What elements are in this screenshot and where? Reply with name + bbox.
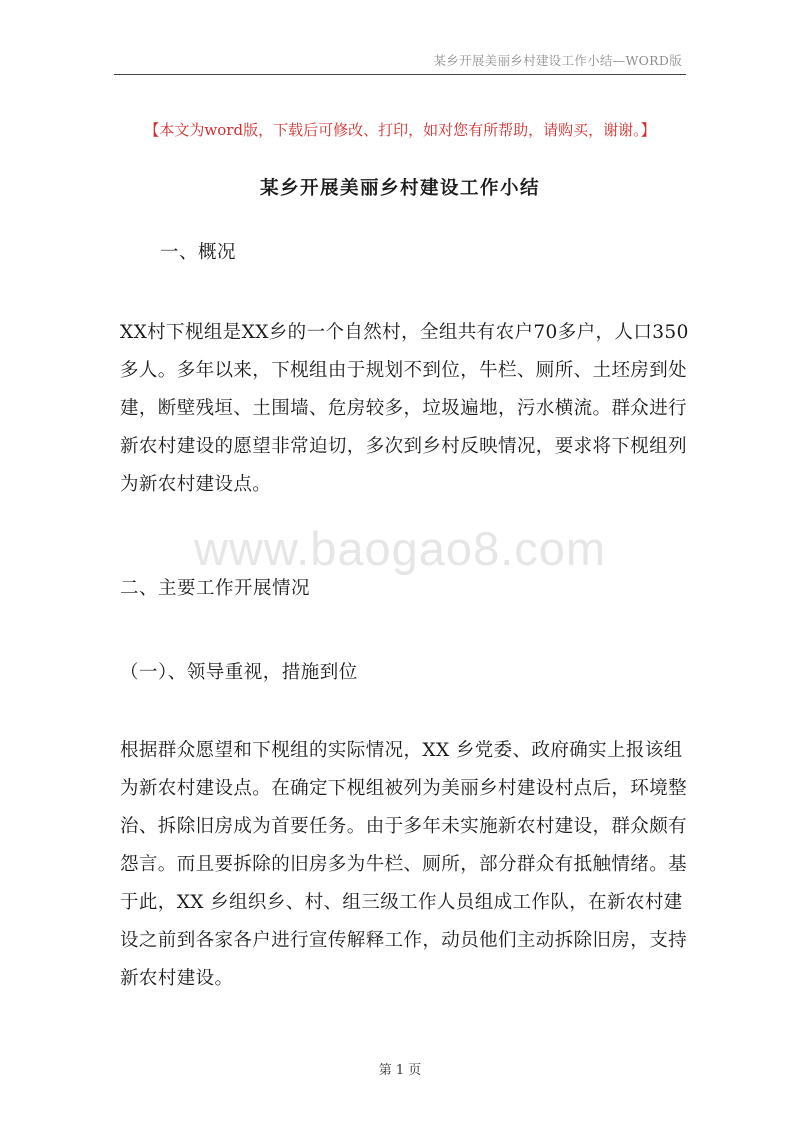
paragraph-line: 为新农村建设点。 — [120, 474, 272, 495]
paragraph-line: 建，断壁残垣、土围墙、危房较多，垃圾遍地，污水横流。群众进行 — [120, 398, 688, 419]
document-title: 某乡开展美丽乡村建设工作小结 — [259, 178, 540, 199]
overview-paragraph — [120, 314, 690, 504]
paragraph-line: 治、拆除旧房成为首要任务。由于多年未实施新农村建设，群众颇有 — [120, 816, 688, 837]
running-header: 某乡开展美丽乡村建设工作小结—WORD版 — [433, 53, 682, 68]
download-notice: 【本文为word版，下载后可修改、打印，如对您有所帮助，请购买，谢谢。】 — [144, 121, 656, 139]
paragraph-line: 设之前到各家各户进行宣传解释工作，动员他们主动拆除旧房，支持 — [120, 930, 688, 951]
paragraph-line: 多人。多年以来，下枧组由于规划不到位，牛栏、厕所、土坯房到处 — [120, 360, 688, 381]
paragraph-line: 于此，XX 乡组织乡、村、组三级工作人员组成工作队，在新农村建 — [120, 892, 683, 913]
section-heading-overview: 一、概况 — [160, 242, 237, 263]
subsection-heading: （一）、领导重视，措施到位 — [120, 662, 358, 683]
paragraph-line: 新农村建设。 — [120, 968, 234, 989]
section-heading-main-work: 二、主要工作开展情况 — [120, 578, 311, 599]
paragraph-line: 根据群众愿望和下枧组的实际情况，XX 乡党委、政府确实上报该组 — [120, 740, 683, 761]
page-number: 第 1 页 — [378, 1063, 422, 1078]
paragraph-line: XX村下枧组是XX乡的一个自然村，全组共有农户70多户，人口350 — [120, 322, 689, 343]
subsection-paragraph — [120, 732, 690, 998]
paragraph-line: 新农村建设的愿望非常迫切，多次到乡村反映情况，要求将下枧组列 — [120, 436, 688, 457]
paragraph-line: 为新农村建设点。在确定下枧组被列为美丽乡村建设村点后，环境整 — [120, 778, 688, 799]
paragraph-line: 怨言。而且要拆除的旧房多为牛栏、厕所，部分群众有抵触情绪。基 — [120, 854, 688, 875]
watermark: www.baogao8.com — [193, 522, 607, 575]
header-divider — [114, 74, 686, 75]
